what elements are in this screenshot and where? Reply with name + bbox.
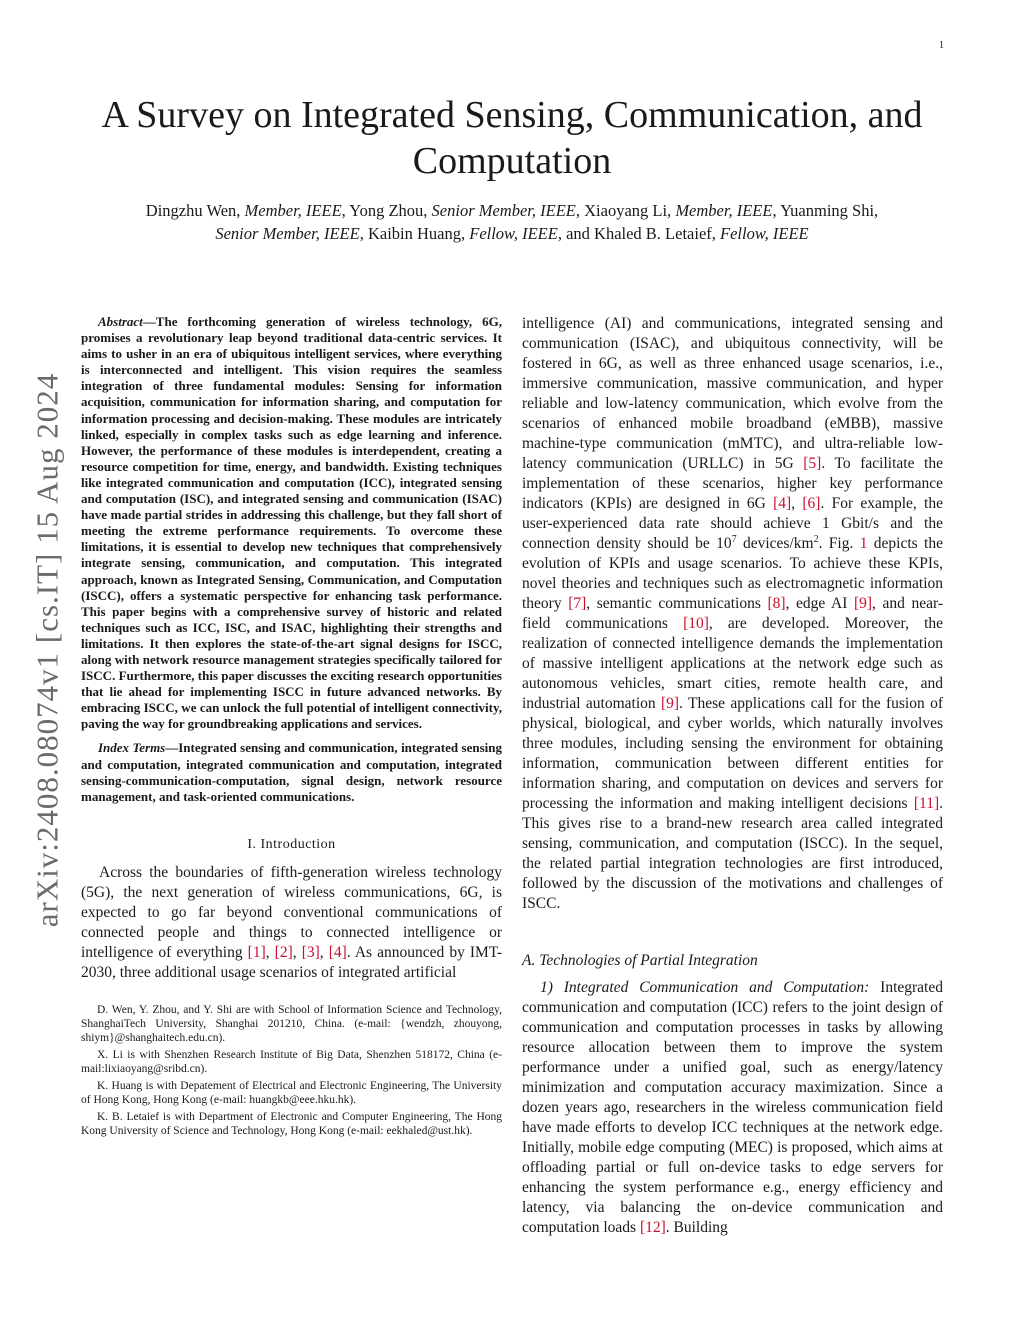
superscript: 7 [731,533,737,545]
index-terms-text: —Integrated sensing and communication, integrated sensing and computation, integrated communication and computation, integrated sensing-communication-computation, signal design, network resource management, and task-oriented communications. [81,740,502,804]
index-terms [81,740,502,804]
index-terms-lead: Index Terms [98,740,166,756]
footnotes [81,1003,502,1138]
body-text: depicts the evolution of KPIs and usage scenarios. To achieve these KPIs, novel theories and techniques such as electromagnetic information theory [522,535,943,612]
body-text: . As announced by IMT-2030, three additional usage scenarios of integrated artificial [81,943,503,981]
figure-link[interactable]: 1 [859,535,868,552]
superscript: 2 [813,533,819,545]
citation-link[interactable]: [4] [328,943,347,961]
intro-paragraph: Across the boundaries of fifth-generation wireless technology (5G), the next generation of wireless communications, 6G, is expected to go far beyond conventional communications of connected people and things to connected intelligence or intelligence of everything [1], [2], [3], [4]. As announced by IMT-2030, three additional usage scenarios of integrated artificial [81,863,503,981]
author-text: Dingzhu Wen, [145,201,245,220]
page-number: 1 [939,40,944,51]
section-heading-introduction: I. Introduction [247,836,336,852]
body-text: Integrated communication and computation (ICC) refers to the joint design of communication and computation processes in tasks by allowing resource allocation between them to improve the system performance under a unified goal, such as energy/latency minimization and computation accuracy maximization. Since a dozen years ago, researchers in the wireless communication field have made efforts to develop ICC techniques at the network edge. Initially, mobile edge computing (MEC) is proposed, which aims at offloading partial or full on-device tasks to edge servers for enhancing the system performance e.g., energy efficiency and latency, via balancing the on-device communication and computation loads [522,979,943,1236]
footnote: D. Wen, Y. Zhou, and Y. Shi are with School of Information Science and Technology, ShanghaiTech University, Shanghai 201210, China. (e-mail: {wendzh, zhouyong, shiym}@shanghaitech.edu.cn). [81,1003,502,1044]
footnote: K. Huang is with Depatement of Electrical and Electronic Engineering, The University of Hong Kong, Hong Kong (e-mail: huangkb@eee.hku.hk). [81,1079,502,1106]
citation-link[interactable]: [4] [773,495,792,512]
author-affil: Fellow, IEEE [720,224,809,243]
author-text: , Yuanming Shi, [772,201,879,220]
body-text: . For example, the user-experienced data rate should achieve 1 Gbit/s and the connection density should be 10 [522,495,943,552]
citation-link[interactable]: [6] [802,495,821,512]
body-text: intelligence (AI) and communications, integrated sensing and communication (ISAC), and ubiquitous connectivity, will be fostered in 6G, as well as three enhanced usage scenarios, i.e., immersive communication, massive communication, and hyper reliable and low-latency communication, which evolve from the scenarios of enhanced mobile broadband (eMBB), massive machine-type communication (mMTC), and ultra-reliable low-latency communication (URLLC) in 5G [522,315,943,472]
author-text: , Yong Zhou, [341,201,432,220]
abstract [81,314,502,732]
footnote: K. B. Letaief is with Department of Electronic and Computer Engineering, The Hong Kong University of Science and Technology, Hong Kong (e-mail: eekhaled@ust.hk). [81,1110,502,1137]
body-text: , semantic communications [586,595,768,612]
author-affil: Senior Member, IEEE [431,201,576,220]
citation-link[interactable]: [5] [803,455,822,472]
author-text: , Xiaoyang Li, [575,201,676,220]
left-column [81,314,502,1141]
citation-link[interactable]: [2] [274,943,293,961]
body-text: , are developed. Moreover, the realization of connected intelligence demands the implementation of massive intelligent applications at the network edge such as autonomous vehicles, smart cities, remote health care, and industrial automation [522,615,944,712]
author-affil: Fellow, IEEE [469,224,558,243]
citation-link[interactable]: [7] [568,595,587,612]
abstract-lead: Abstract [98,314,143,329]
citation-link[interactable]: [9] [853,595,873,612]
citation-link[interactable]: [10] [683,615,709,632]
author-affil: Member, IEEE [244,201,342,220]
footnote: X. Li is with Shenzhen Research Institute of Big Data, Shenzhen 518172, China (e-mail:lixiaoyang@sribd.cn). [81,1048,502,1075]
author-text: , and Khaled B. Letaief, [557,224,721,243]
citation-link[interactable]: [3] [301,943,320,961]
citation-link[interactable]: [12] [639,1219,666,1236]
right-column [522,314,943,1238]
citation-link[interactable]: [11] [913,795,940,812]
subsection-heading: A. Technologies of Partial Integration [522,952,758,969]
citation-link[interactable]: [9] [660,695,680,712]
citation-link[interactable]: [1] [247,943,266,961]
icc-paragraph [522,978,943,1238]
body-text: . These applications call for the fusion of physical, biological, and cyber worlds, which naturally involves three modules, including sensing the environment for obtaining information, communication between different entities for information sharing, and computation on devices and servers for processing the information and making intelligent decisions [522,695,943,812]
body-text: Across the boundaries of fifth-generation wireless technology (5G), the next generation of wireless communications, 6G, is expected to go far beyond conventional communications of connected people and things to connected intelligence or intelligence of everything [81,863,502,961]
paper-title: A Survey on Integrated Sensing, Communication, and Computation [101,94,923,182]
body-text: devices/km [736,535,814,552]
body-text: . Fig. [818,535,860,552]
author-list [80,199,944,245]
paragraph-title: 1) Integrated Communication and Computation: [540,979,870,996]
arxiv-stamp [22,360,72,940]
author-text: , Kaibin Huang, [359,224,470,243]
citation-link[interactable]: [8] [767,595,786,612]
arxiv-id: arXiv:2408.08074v1 [cs.IT] 15 Aug 2024 [29,372,65,928]
abstract-text: —The forthcoming generation of wireless technology, 6G, promises a revolutionary leap beyond traditional data-centric services. It aims to usher in an era of ubiquitous intelligent services, where everything is interconnected and intelligent. This vision requires the seamless integration of three fundamental modules: Sensing for information acquisition, communication for information sharing, and computation for information processing and decision-making. These modules are intricately linked, especially in complex tasks such as edge learning and inference. However, the performance of these modules is interdependent, creating a resource competition for time, energy, and bandwidth. Existing techniques like integrated communication and computation (ICC), integrated sensing and computation (ISC), and integrated sensing and communication (ISAC) have made partial strides in addressing this challenge, but they fall short of meeting the extreme performance requirements. To overcome these limitations, it is essential to develop new techniques that comprehensively integrate sensing, communication, and computation. This integrated approach, known as Integrated Sensing, Communication, and Computation (ISCC), offers a systematic perspective for enhancing task performance. This paper begins with a comprehensive survey of historic and related techniques such as ICC, ISC, and ISAC, highlighting their strengths and limitations. It then explores the state-of-the-art signal designs for ISCC, along with network resource management strategies specifically tailored for ISCC. Furthermore, this paper discusses the exciting research opportunities that lie ahead for implementing ISCC in future advanced networks. By embracing ISCC, we can unlock the full potential of intelligent connectivity, paving the way for groundbreaking applications and services. [81,314,502,732]
author-affil: Member, IEEE [675,201,773,220]
body-text: . To facilitate the implementation of these scenarios, higher key performance indicators (KPIs) are designed in 6G [522,455,943,512]
body-text: . Building [665,1219,728,1236]
author-line-2 [80,222,944,245]
author-line-1 [80,199,944,222]
body-text: , and near-field communications [522,595,944,632]
intro-continuation-paragraph: intelligence (AI) and communications, integrated sensing and communication (ISAC), and ubiquitous connectivity, will be fostered in 6G, as well as three enhanced usage scenarios, i.e., immersive communication, massive communication, and hyper reliable and low-latency communication, which evolve from the scenarios of enhanced mobile broadband (eMBB), massive machine-type communication (mMTC), and ultra-reliable low-latency communication (URLLC) in 5G [5]. To facilitate the implementation of these scenarios, higher key performance indicators (KPIs) are designed in 6G [4], [6]. For example, the user-experienced data rate should achieve 1 Gbit/s and the connection density should be $10^7$ devices/$km^2$. Fig. 1 depicts the evolution of KPIs and usage scenarios. To achieve these KPIs, novel theories and techniques such as electromagnetic information theory [7], semantic communications [8], edge AI [9], and near-field communications [10], are developed. Moreover, the realization of connected intelligence demands the implementation of massive intelligent applications at the network edge such as autonomous vehicles, smart cities, remote health care, and industrial automation [9]. These applications call for the fusion of physical, biological, and cyber worlds, which naturally involves three modules, including sensing the environment for obtaining information, communication between different entities for information sharing, and computation on devices and servers for processing the information and making intelligent decisions [11]. This gives rise to a brand-new research area called integrated sensing, communication, and computation (ISCC). In the sequel, the related partial integration technologies are first introduced, followed by the discussion of the motivations and challenges of ISCC. [522,315,944,912]
body-text: . This gives rise to a brand-new research area called integrated sensing, communication, and computation (ISCC). In the sequel, the related partial integration technologies are first introduced, followed by the discussion of the motivations and challenges of ISCC. [522,795,943,912]
author-affil: Senior Member, IEEE [215,224,360,243]
body-text: , edge AI [785,595,854,612]
